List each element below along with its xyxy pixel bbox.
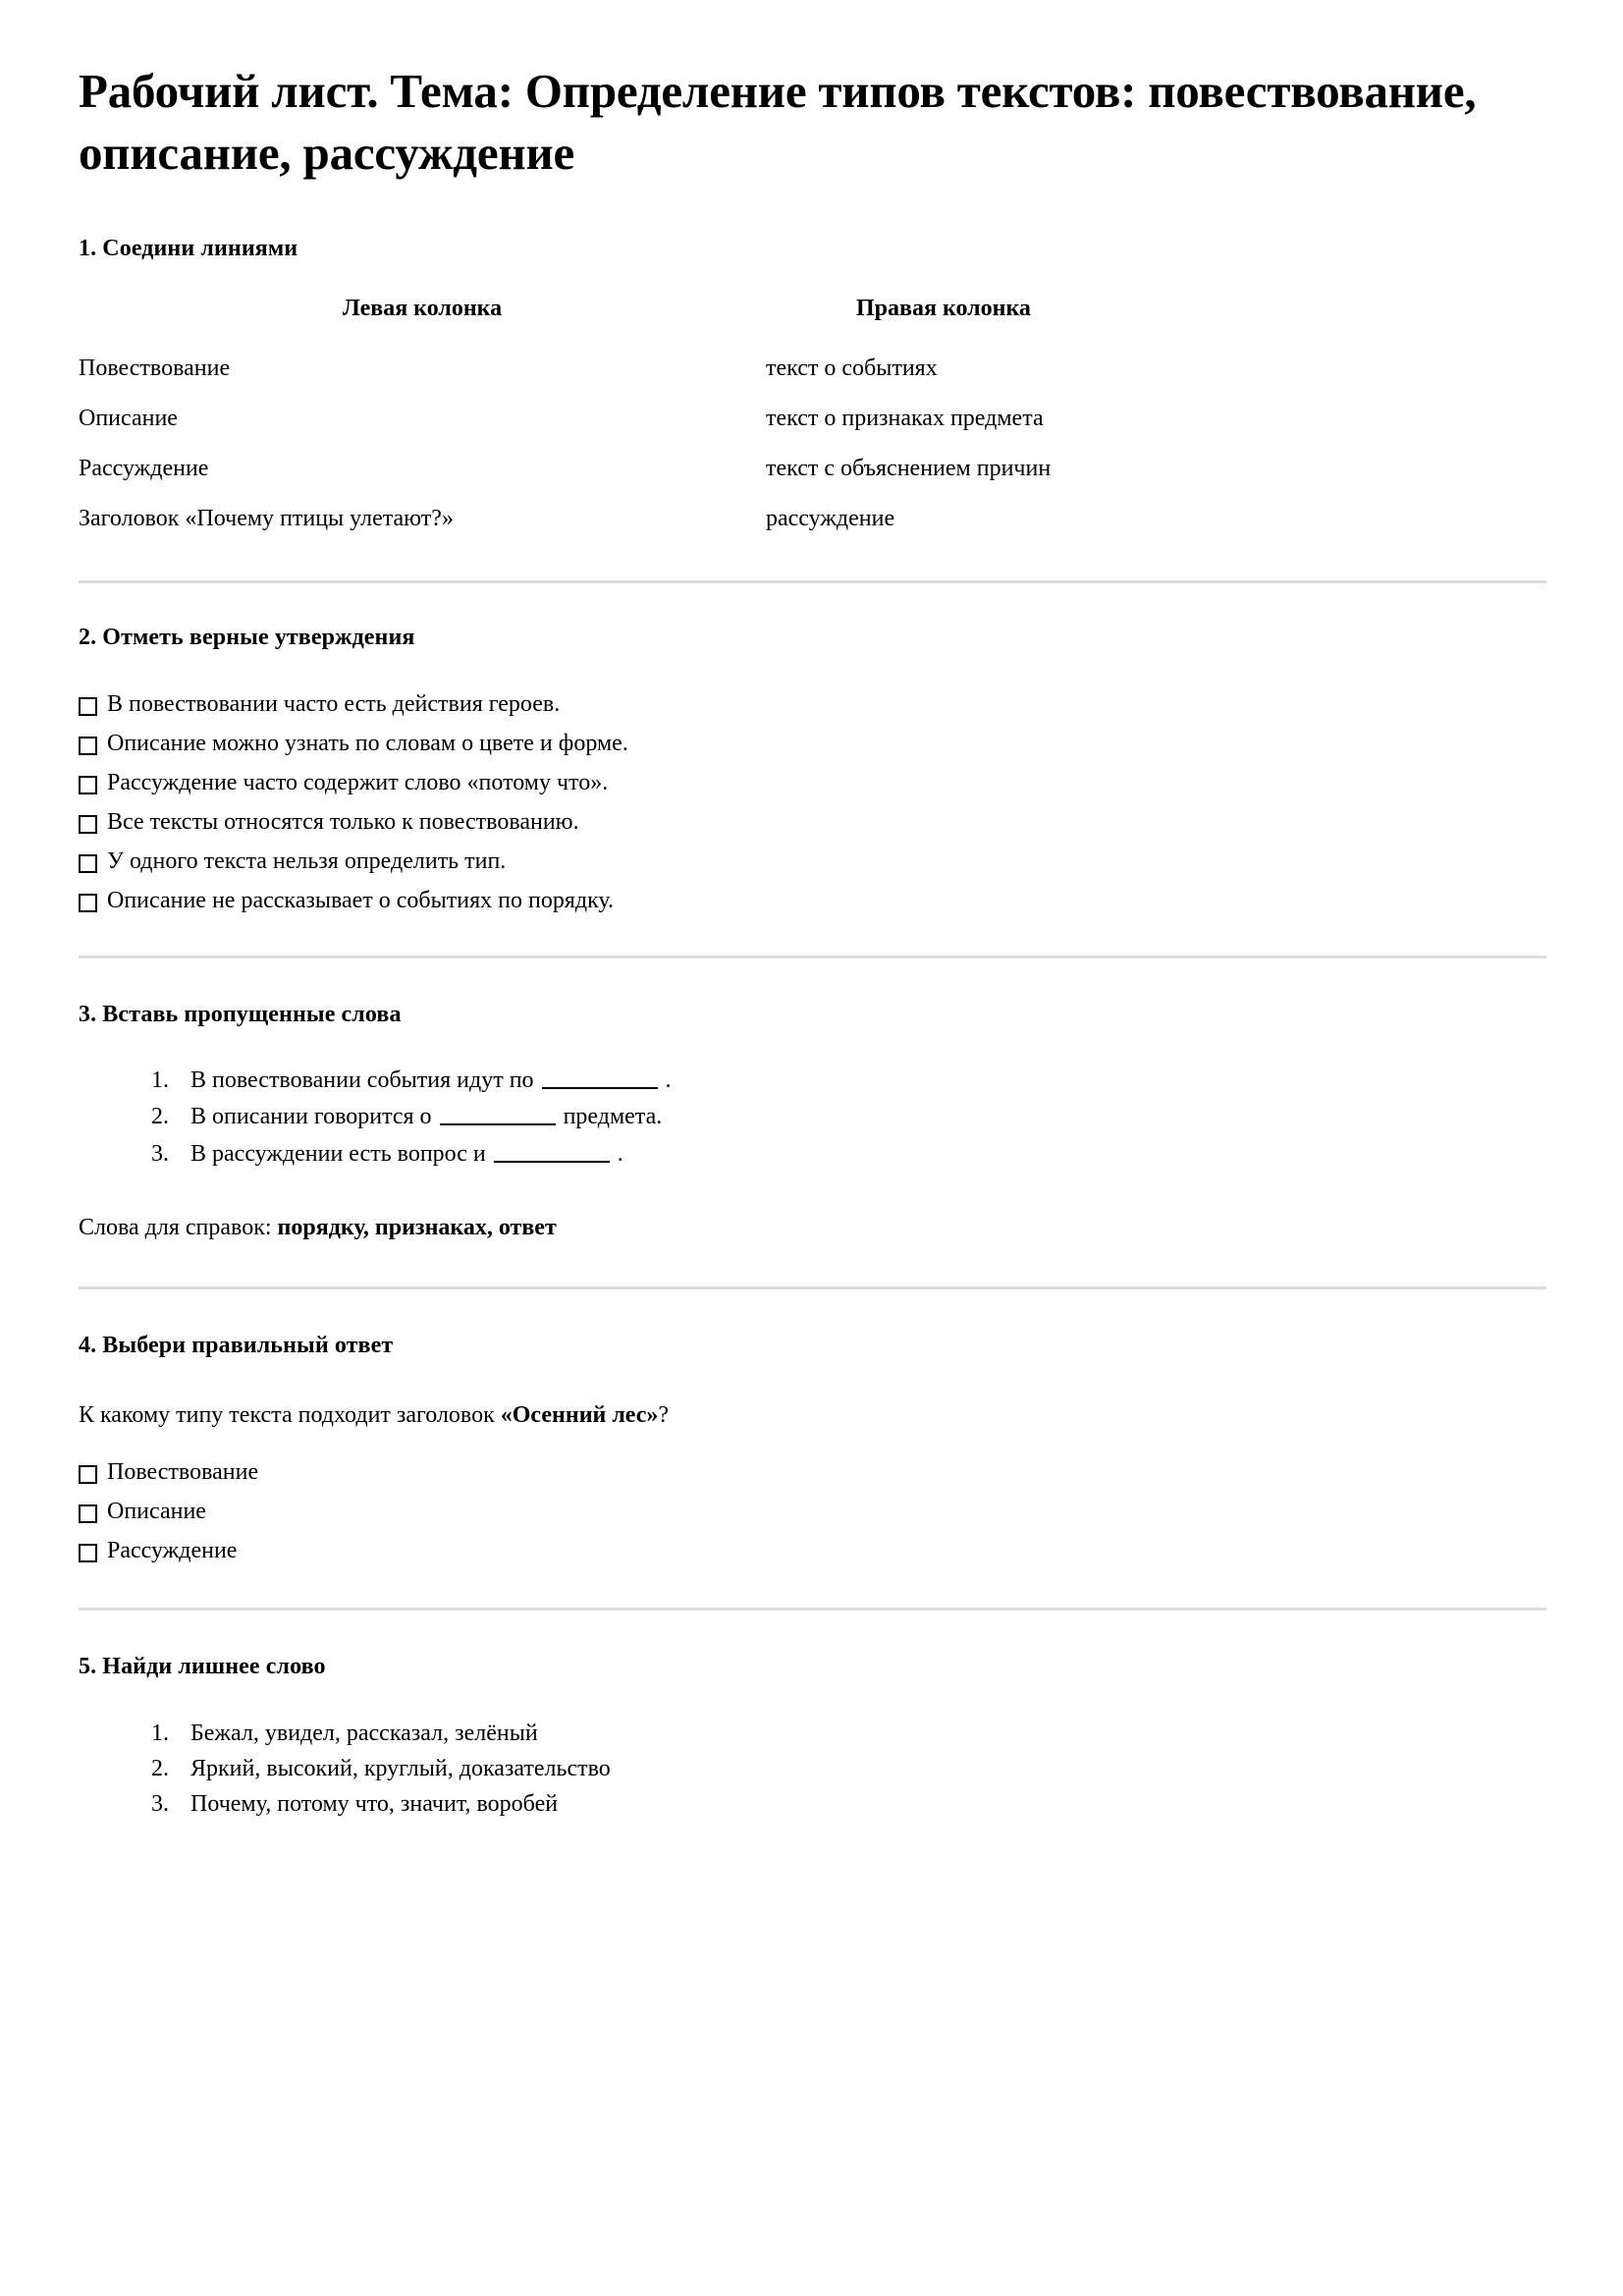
- section-multiple-choice: [79, 1333, 1546, 1562]
- list-item[interactable]: [79, 889, 1546, 912]
- question-text: [79, 1400, 1546, 1431]
- section-divider: [79, 580, 1546, 583]
- list-item[interactable]: [79, 810, 1546, 834]
- odd-word-list: [79, 1718, 1546, 1820]
- question-part-after: ?: [658, 1401, 670, 1428]
- section-5-heading: 5. Найди лишнее слово: [79, 1654, 326, 1680]
- match-right-item[interactable]: рассуждение: [766, 505, 895, 531]
- blank-input[interactable]: [542, 1064, 658, 1089]
- list-item[interactable]: [79, 732, 1546, 755]
- checkbox-icon[interactable]: [79, 815, 97, 834]
- column-header-right: Правая колонка: [856, 296, 1031, 322]
- blank-input[interactable]: [440, 1100, 556, 1125]
- checkbox-icon[interactable]: [79, 737, 97, 755]
- statement-label: Все тексты относятся только к повествованию.: [107, 809, 579, 836]
- reference-words-value: порядку, признаках, ответ: [277, 1214, 557, 1240]
- blank-text-after: .: [665, 1067, 672, 1094]
- statement-label: В повествовании часто есть действия героев.: [107, 691, 561, 718]
- section-true-statements: [79, 625, 1546, 912]
- matching-table: [79, 296, 1247, 543]
- statement-label: Описание можно узнать по словам о цвете и форме.: [107, 731, 628, 757]
- checkbox-icon[interactable]: [79, 894, 97, 912]
- blank-text-after: предмета.: [563, 1104, 663, 1130]
- table-row[interactable]: [79, 444, 1247, 494]
- blank-input[interactable]: [494, 1137, 610, 1163]
- table-row[interactable]: [79, 344, 1247, 394]
- section-3-heading: 3. Вставь пропущенные слова: [79, 1002, 402, 1028]
- checkbox-icon[interactable]: [79, 1504, 97, 1523]
- match-right-item[interactable]: текст о признаках предмета: [766, 406, 1044, 432]
- list-item[interactable]: [79, 1539, 1546, 1562]
- checkbox-icon[interactable]: [79, 1465, 97, 1484]
- checkbox-icon[interactable]: [79, 776, 97, 794]
- list-item[interactable]: [175, 1064, 1546, 1096]
- question-part-highlight: «Осенний лес»: [500, 1401, 659, 1428]
- option-label: Повествование: [107, 1459, 259, 1486]
- match-right-item[interactable]: текст о событиях: [766, 355, 938, 382]
- section-4-heading: 4. Выбери правильный ответ: [79, 1332, 394, 1358]
- table-header-row: [79, 296, 1247, 344]
- section-1-heading: 1. Соедини линиями: [79, 236, 298, 262]
- checkbox-icon[interactable]: [79, 854, 97, 873]
- statements-checkbox-list: [79, 692, 1546, 912]
- list-item[interactable]: [175, 1100, 1546, 1132]
- option-label: Рассуждение: [107, 1538, 238, 1564]
- match-left-item[interactable]: Заголовок «Почему птицы улетают?»: [79, 505, 454, 531]
- reference-words: [79, 1213, 1546, 1243]
- answer-options-list: [79, 1460, 1546, 1562]
- fill-blank-list: [79, 1064, 1546, 1169]
- section-divider: [79, 1608, 1546, 1611]
- match-left-item[interactable]: Повествование: [79, 355, 231, 382]
- statement-label: Рассуждение часто содержит слово «потому что».: [107, 770, 609, 796]
- list-item[interactable]: [79, 1500, 1546, 1523]
- section-divider: [79, 956, 1546, 958]
- column-header-left: Левая колонка: [342, 296, 503, 322]
- statement-label: У одного текста нельзя определить тип.: [107, 848, 507, 875]
- statement-label: Описание не рассказывает о событиях по порядку.: [107, 888, 614, 914]
- option-label: Описание: [107, 1499, 206, 1525]
- list-item[interactable]: [79, 692, 1546, 716]
- list-item[interactable]: 3. Почему, потому что, значит, воробей: [175, 1788, 1546, 1820]
- checkbox-icon[interactable]: [79, 1544, 97, 1562]
- list-item[interactable]: [175, 1137, 1546, 1170]
- section-divider: [79, 1286, 1546, 1289]
- reference-words-label: Слова для справок:: [79, 1214, 272, 1240]
- list-item[interactable]: 1. Бежал, увидел, рассказал, зелёный: [175, 1718, 1546, 1749]
- checkbox-icon[interactable]: [79, 697, 97, 716]
- blank-text-before: В рассуждении есть вопрос и: [190, 1140, 486, 1167]
- page-title: Рабочий лист. Тема: Определение типов текстов: повествование, описание, рассуждение: [79, 64, 1477, 180]
- list-item[interactable]: [79, 1460, 1546, 1484]
- section-2-heading: 2. Отметь верные утверждения: [79, 625, 415, 651]
- match-left-item[interactable]: Описание: [79, 406, 178, 432]
- section-match: [79, 236, 1546, 543]
- list-item[interactable]: [79, 771, 1546, 794]
- blank-text-after: .: [617, 1140, 623, 1167]
- blank-text-before: В повествовании события идут по: [190, 1067, 534, 1094]
- section-odd-word-out: [79, 1654, 1546, 1820]
- blank-text-before: В описании говорится о: [190, 1104, 432, 1130]
- table-row[interactable]: [79, 394, 1247, 444]
- match-right-item[interactable]: текст с объяснением причин: [766, 455, 1052, 481]
- list-item[interactable]: [79, 849, 1546, 873]
- list-item[interactable]: 2. Яркий, высокий, круглый, доказательство: [175, 1753, 1546, 1784]
- match-left-item[interactable]: Рассуждение: [79, 455, 209, 481]
- table-row[interactable]: [79, 494, 1247, 544]
- question-part-before: К какому типу текста подходит заголовок: [79, 1401, 495, 1428]
- section-fill-blanks: [79, 1002, 1546, 1243]
